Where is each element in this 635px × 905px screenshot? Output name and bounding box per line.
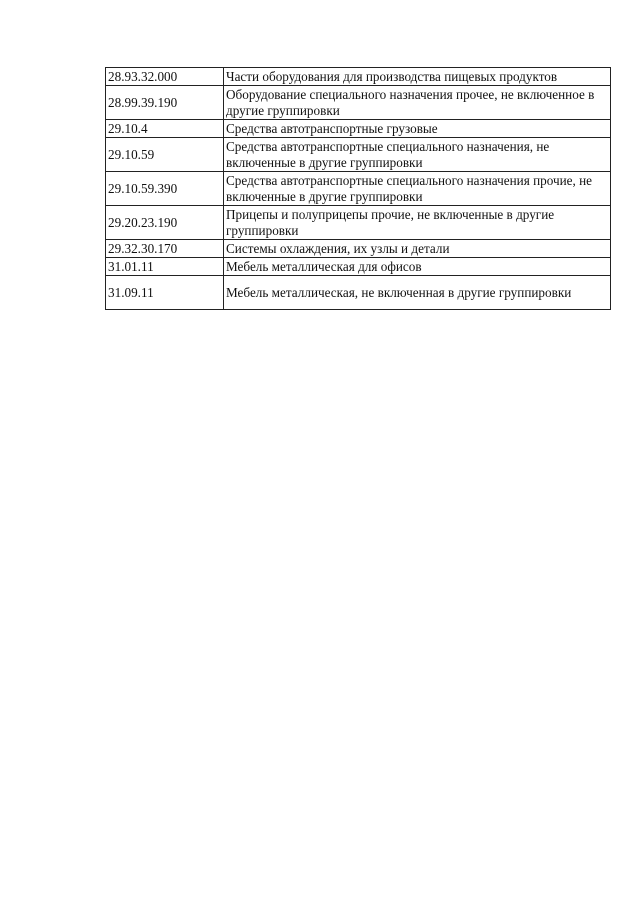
code-cell: 29.10.59 — [106, 138, 224, 172]
description-cell: Оборудование специального назначения прочее, не включенное в другие группировки — [224, 86, 611, 120]
code-cell: 29.20.23.190 — [106, 206, 224, 240]
table-row — [106, 240, 611, 258]
code-cell: 28.99.39.190 — [106, 86, 224, 120]
code-cell: 31.09.11 — [106, 276, 224, 310]
table-row — [106, 172, 611, 206]
table-row — [106, 86, 611, 120]
code-cell: 31.01.11 — [106, 258, 224, 276]
table-row — [106, 68, 611, 86]
table-row — [106, 120, 611, 138]
table-row — [106, 276, 611, 310]
code-cell: 29.10.59.390 — [106, 172, 224, 206]
code-cell: 29.32.30.170 — [106, 240, 224, 258]
description-cell: Мебель металлическая для офисов — [224, 258, 611, 276]
table-row — [106, 138, 611, 172]
classification-table — [105, 67, 611, 310]
description-cell: Мебель металлическая, не включенная в другие группировки — [224, 276, 611, 310]
description-cell: Прицепы и полуприцепы прочие, не включенные в другие группировки — [224, 206, 611, 240]
table-row — [106, 206, 611, 240]
code-cell: 29.10.4 — [106, 120, 224, 138]
description-cell: Средства автотранспортные специального назначения, не включенные в другие группировки — [224, 138, 611, 172]
description-cell: Средства автотранспортные специального назначения прочие, не включенные в другие группировки — [224, 172, 611, 206]
description-cell: Системы охлаждения, их узлы и детали — [224, 240, 611, 258]
description-cell: Части оборудования для производства пищевых продуктов — [224, 68, 611, 86]
code-cell: 28.93.32.000 — [106, 68, 224, 86]
description-cell: Средства автотранспортные грузовые — [224, 120, 611, 138]
table-row — [106, 258, 611, 276]
